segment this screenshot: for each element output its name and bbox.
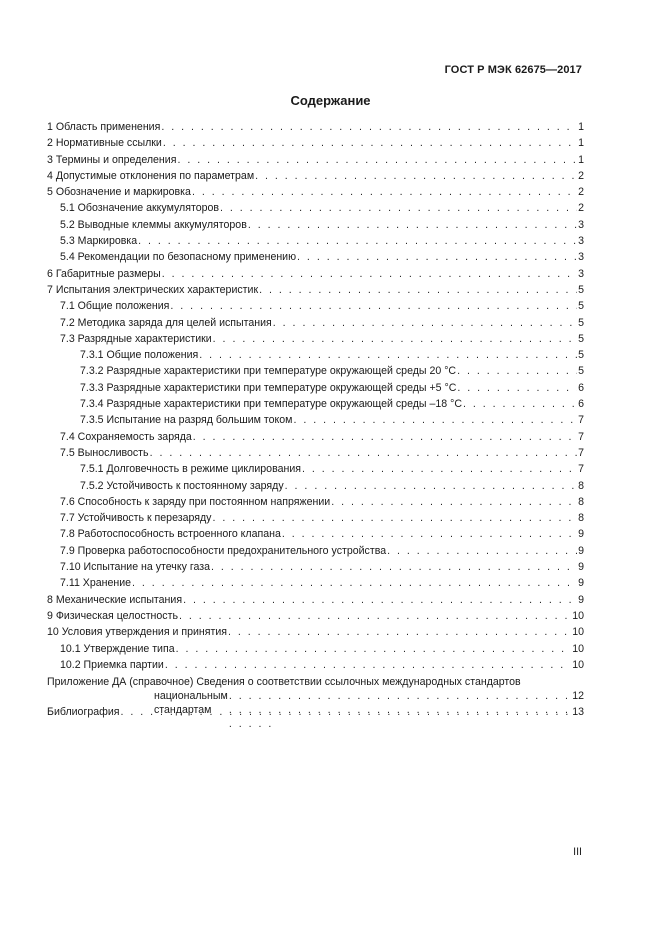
toc-entry-page: 6 (578, 381, 584, 394)
toc-entry-page: 5 (578, 283, 584, 296)
toc-entry-label: 7.8 Работоспособность встроенного клапана (60, 528, 281, 541)
leader-dots (165, 657, 571, 673)
toc-entry[interactable] (47, 184, 584, 200)
toc-entry-label: 7.3.1 Общие положения (80, 349, 199, 362)
toc-entry-page: 10 (572, 642, 584, 655)
toc-entry[interactable] (47, 217, 584, 233)
toc-entry-label: 7 Испытания электрических характеристик (47, 283, 259, 296)
toc-entry-label: 10.1 Утверждение типа (60, 642, 175, 655)
toc-entry-page: 5 (578, 316, 584, 329)
toc-entry-label: 7.6 Способность к заряду при постоянном напряжении (60, 495, 331, 508)
toc-entry[interactable] (47, 331, 584, 347)
toc-entry-page: 2 (578, 169, 584, 182)
toc-entry-page: 5 (578, 300, 584, 313)
toc-entry-label: 7.7 Устойчивость к перезаряду (60, 512, 212, 525)
leader-dots (331, 494, 577, 510)
toc-entry[interactable] (47, 429, 584, 445)
toc-entry[interactable] (47, 543, 584, 559)
leader-dots (193, 429, 577, 445)
toc-entry-label: 6 Габаритные размеры (47, 267, 161, 280)
leader-dots (273, 315, 577, 331)
toc-entry[interactable] (47, 657, 584, 673)
toc-entry-page: 9 (578, 577, 584, 590)
leader-dots (161, 119, 577, 135)
toc-entry-label: 7.3.2 Разрядные характеристики при температуре окружающей среды 20 °С (80, 365, 457, 378)
leader-dots (132, 575, 577, 591)
leader-dots (162, 266, 577, 282)
toc-entry-label: 8 Механические испытания (47, 593, 183, 606)
toc-entry-page: 3 (578, 218, 584, 231)
toc-entry[interactable] (47, 461, 584, 477)
toc-entry-page: 6 (578, 398, 584, 411)
toc-entry-page: 2 (578, 202, 584, 215)
toc-entry-label: 4 Допустимые отклонения по параметрам (47, 169, 255, 182)
toc-entry[interactable] (47, 559, 584, 575)
toc-entry-label: 3 Термины и определения (47, 153, 177, 166)
page-number: III (573, 846, 582, 858)
toc-entry-label: 10 Условия утверждения и принятия (47, 626, 228, 639)
toc-entry[interactable] (47, 608, 584, 624)
toc-entry[interactable] (47, 526, 584, 542)
toc-entry-page: 9 (578, 528, 584, 541)
toc-entry-label: 7.5.1 Долговечность в режиме циклирования (80, 463, 301, 476)
toc-entry-page: 10 (572, 609, 584, 622)
toc-entry[interactable] (47, 119, 584, 135)
toc-entry-label: 7.9 Проверка работоспособности предохранительного устройства (60, 544, 387, 557)
toc-entry-page: 3 (578, 267, 584, 280)
appendix-title-line2: национальным стандартам (154, 690, 228, 717)
toc-entry[interactable] (47, 380, 584, 396)
toc-entry-page: 3 (578, 251, 584, 264)
leader-dots (255, 168, 577, 184)
toc-entry[interactable] (47, 445, 584, 461)
toc-entry[interactable] (47, 282, 584, 298)
leader-dots (302, 461, 577, 477)
toc-entry[interactable] (47, 135, 584, 151)
toc-entry-page: 9 (578, 593, 584, 606)
toc-entry-label: 7.5.2 Устойчивость к постоянному заряду (80, 479, 284, 492)
leader-dots (120, 704, 571, 720)
appendix-page-number: 12 (572, 690, 584, 703)
leader-dots (228, 624, 571, 640)
toc-entry-label: 10.2 Приемка партии (60, 658, 164, 671)
toc-entry[interactable] (47, 624, 584, 640)
leader-dots (463, 396, 577, 412)
toc-entry-page: 10 (572, 626, 584, 639)
bibliography-page-number: 13 (572, 706, 584, 719)
toc-entry[interactable] (47, 266, 584, 282)
toc-entry[interactable] (47, 412, 584, 428)
toc-entry[interactable] (47, 575, 584, 591)
toc-entry-page: 3 (578, 235, 584, 248)
toc-entry[interactable] (47, 396, 584, 412)
toc-entry[interactable] (47, 168, 584, 184)
toc-entry[interactable] (47, 347, 584, 363)
toc-entry-page: 7 (578, 414, 584, 427)
leader-dots (170, 298, 577, 314)
leader-dots (212, 510, 577, 526)
toc-entry-page: 10 (572, 658, 584, 671)
leader-dots (282, 526, 577, 542)
toc-entry-page: 7 (578, 463, 584, 476)
toc-entry-page: 8 (578, 512, 584, 525)
toc-entry-label: 1 Область применения (47, 121, 161, 133)
leader-dots (138, 233, 577, 249)
toc-entry-page: 9 (578, 544, 584, 557)
toc-entry[interactable] (47, 200, 584, 216)
toc-entry[interactable] (47, 478, 584, 494)
toc-entry-label: 5.4 Рекомендации по безопасному применению (60, 251, 297, 264)
leader-dots (150, 445, 578, 461)
toc-entry[interactable] (47, 315, 584, 331)
toc-entry[interactable] (47, 233, 584, 249)
toc-entry-label: 7.3.5 Испытание на разряд большим током (80, 414, 293, 427)
toc-entry[interactable] (47, 510, 584, 526)
leader-dots (177, 152, 577, 168)
toc-entry-label: 2 Нормативные ссылки (47, 137, 162, 150)
leader-dots (285, 478, 577, 494)
toc-entry-page: 8 (578, 495, 584, 508)
table-of-contents (47, 119, 584, 720)
toc-entry[interactable] (47, 363, 584, 379)
toc-entry-page: 5 (578, 365, 584, 378)
toc-entry[interactable] (47, 249, 584, 265)
leader-dots (387, 543, 577, 559)
document-id: ГОСТ Р МЭК 62675—2017 (444, 64, 582, 76)
leader-dots (457, 363, 577, 379)
leader-dots (211, 559, 577, 575)
toc-entry-page: 7 (578, 446, 584, 459)
leader-dots (213, 331, 577, 347)
toc-entry-page: 7 (578, 430, 584, 443)
toc-entry[interactable] (47, 152, 584, 168)
bibliography-label: Библиография (47, 706, 120, 719)
leader-dots (183, 592, 577, 608)
toc-entry-page: 2 (578, 186, 584, 199)
toc-entry-label: 5 Обозначение и маркировка (47, 186, 191, 199)
toc-entry-page: 1 (578, 121, 584, 133)
toc-entry-page: 9 (578, 561, 584, 574)
toc-entry-label: 7.5 Выносливость (60, 446, 149, 459)
toc-entry-page: 1 (578, 137, 584, 150)
page-title: Содержание (290, 93, 371, 108)
toc-entry-label: 7.4 Сохраняемость заряда (60, 430, 192, 443)
toc-bibliography-entry[interactable] (47, 704, 584, 720)
leader-dots (259, 282, 577, 298)
toc-entry-page: 1 (578, 153, 584, 166)
leader-dots (179, 608, 571, 624)
toc-entry[interactable] (47, 298, 584, 314)
toc-entry-label: 9 Физическая целостность (47, 609, 178, 622)
leader-dots (163, 135, 577, 151)
leader-dots (192, 184, 577, 200)
leader-dots (293, 412, 577, 428)
toc-entry-label: 5.2 Выводные клеммы аккумуляторов (60, 218, 247, 231)
leader-dots (176, 641, 572, 657)
toc-entry[interactable] (47, 494, 584, 510)
toc-entry-label: 7.3 Разрядные характеристики (60, 332, 212, 345)
toc-entry-page: 5 (578, 332, 584, 345)
leader-dots (248, 217, 577, 233)
toc-entry-label: 7.10 Испытание на утечку газа (60, 561, 210, 574)
leader-dots (220, 200, 577, 216)
toc-entry-label: 5.3 Маркировка (60, 235, 138, 248)
toc-entry-label: 7.11 Хранение (60, 577, 132, 590)
leader-dots (457, 380, 577, 396)
toc-entry[interactable] (47, 592, 584, 608)
toc-entry-label: 7.3.3 Разрядные характеристики при температуре окружающей среды +5 °С (80, 381, 457, 394)
toc-entry-label: 7.2 Методика заряда для целей испытания (60, 316, 272, 329)
toc-entry-page: 8 (578, 479, 584, 492)
leader-dots (297, 249, 577, 265)
toc-entry-page: 5 (578, 349, 584, 362)
toc-entry-label: 5.1 Обозначение аккумуляторов (60, 202, 220, 215)
toc-entry-label: 7.1 Общие положения (60, 300, 170, 313)
leader-dots (199, 347, 577, 363)
toc-entry[interactable] (47, 641, 584, 657)
toc-entry-label: 7.3.4 Разрядные характеристики при температуре окружающей среды –18 °С (80, 398, 462, 411)
appendix-title-line1: Приложение ДА (справочное) Сведения о соответствии ссылочных международных стандартов (47, 676, 521, 689)
